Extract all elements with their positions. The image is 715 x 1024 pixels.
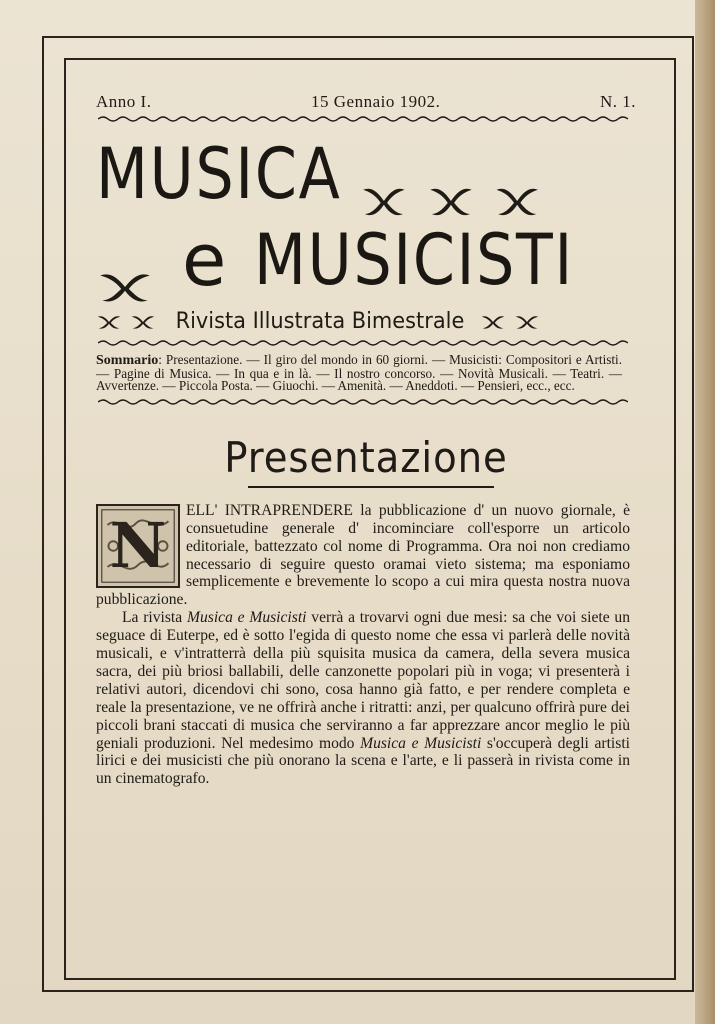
floral-initial-icon bbox=[96, 504, 180, 588]
fleuron-ornament-icon bbox=[96, 312, 122, 330]
fleuron-ornament-icon bbox=[480, 312, 506, 330]
masthead-title-musicisti: MUSICISTI bbox=[254, 219, 575, 301]
wave-rule-bottom bbox=[98, 397, 628, 407]
fleuron-ornament-icon bbox=[360, 155, 408, 193]
sommario-label: Sommario bbox=[96, 353, 159, 368]
issue-number: N. 1. bbox=[599, 92, 636, 111]
masthead-title-musica: MUSICA bbox=[96, 133, 342, 215]
magazine-name-italic: Musica e Musicisti bbox=[186, 609, 307, 627]
fleuron-ornament-icon bbox=[514, 312, 540, 330]
masthead-subtitle: Rivista Illustrata Bimestrale bbox=[175, 308, 465, 334]
page-content bbox=[96, 92, 636, 788]
paragraph-2-a: La rivista bbox=[122, 609, 187, 627]
masthead-subtitle-row bbox=[96, 304, 636, 338]
article-body bbox=[96, 502, 630, 789]
book-spine bbox=[695, 0, 715, 1024]
fleuron-ornament-icon bbox=[494, 155, 542, 193]
masthead-line-1 bbox=[96, 132, 560, 216]
masthead-connector: e bbox=[182, 218, 229, 302]
paragraph-1 bbox=[96, 502, 630, 609]
table-of-contents bbox=[96, 354, 622, 393]
paragraph-2-c: s'occuperà degli artisti lirici e dei musicisti che più onorano la scena e l'arte, e li passerà in rivista come in un cinematografo. bbox=[96, 734, 630, 788]
masthead-line-2 bbox=[96, 218, 636, 302]
paragraph-2 bbox=[96, 609, 630, 788]
article-title: Presentazione bbox=[224, 432, 508, 482]
article-title-underline bbox=[248, 486, 494, 488]
fleuron-ornament-icon bbox=[427, 155, 475, 193]
sommario-text: : Presentazione. — Il giro del mondo in 60 giorni. — Musicisti: Compositori e Artisti. — Pagine di Musica. — In qua e in là. — Il nostro concorso. — Novità Musicali. — Teatri. — Avvertenze. — Piccola Posta. — Giuochi. — Amenità. — Aneddoti. — Pensieri, ecc., ecc. bbox=[96, 352, 622, 394]
issue-year: Anno I. bbox=[96, 92, 152, 111]
magazine-name-italic: Musica e Musicisti bbox=[360, 734, 482, 752]
issue-header bbox=[96, 92, 636, 114]
paragraph-2-b: verrà a trovarvi ogni due mesi: sa che voi siete un seguace di Euterpe, ed è sotto l'egida di questo nome che essa vi parlerà delle novità musicali, e v'intratterrà della più squisita musica da camera, della severa musica sacra, dei più briosi ballabili, delle canzonette popolari più in voga; vi presenterà i relativi autori, dicendovi chi sono, cosa hanno già fatto, e per rendere completa e reale la presentazione, ve ne offrirà anche i ritratti: anzi, per qualcuno offrirà pure dei piccoli brani staccati di musica che serviranno a far apprezzare ancor meglio le più geniali produzioni. Nel medesimo modo bbox=[96, 609, 630, 752]
wave-rule-middle bbox=[98, 338, 628, 348]
wave-rule-top bbox=[98, 114, 628, 124]
fleuron-ornament-icon bbox=[96, 241, 154, 279]
paragraph-1-text: la pubblicazione d' un nuovo giornale, è consuetudine generale d' incominciare coll'esporre un articolo editoriale, battezzato col nome di Programma. Ora noi non crediamo necessario di seguire questo oramai vieto sistema; ma esponiamo semplicemente e brevemente lo scopo a cui mira questa nostra nuova pubblicazione. bbox=[96, 501, 631, 609]
issue-date: 15 Gennaio 1902. bbox=[311, 92, 441, 111]
dropcap-letter: N bbox=[109, 508, 167, 582]
paragraph-1-lead: ELL' INTRAPRENDERE bbox=[186, 501, 353, 519]
fleuron-ornament-icon bbox=[130, 312, 156, 330]
